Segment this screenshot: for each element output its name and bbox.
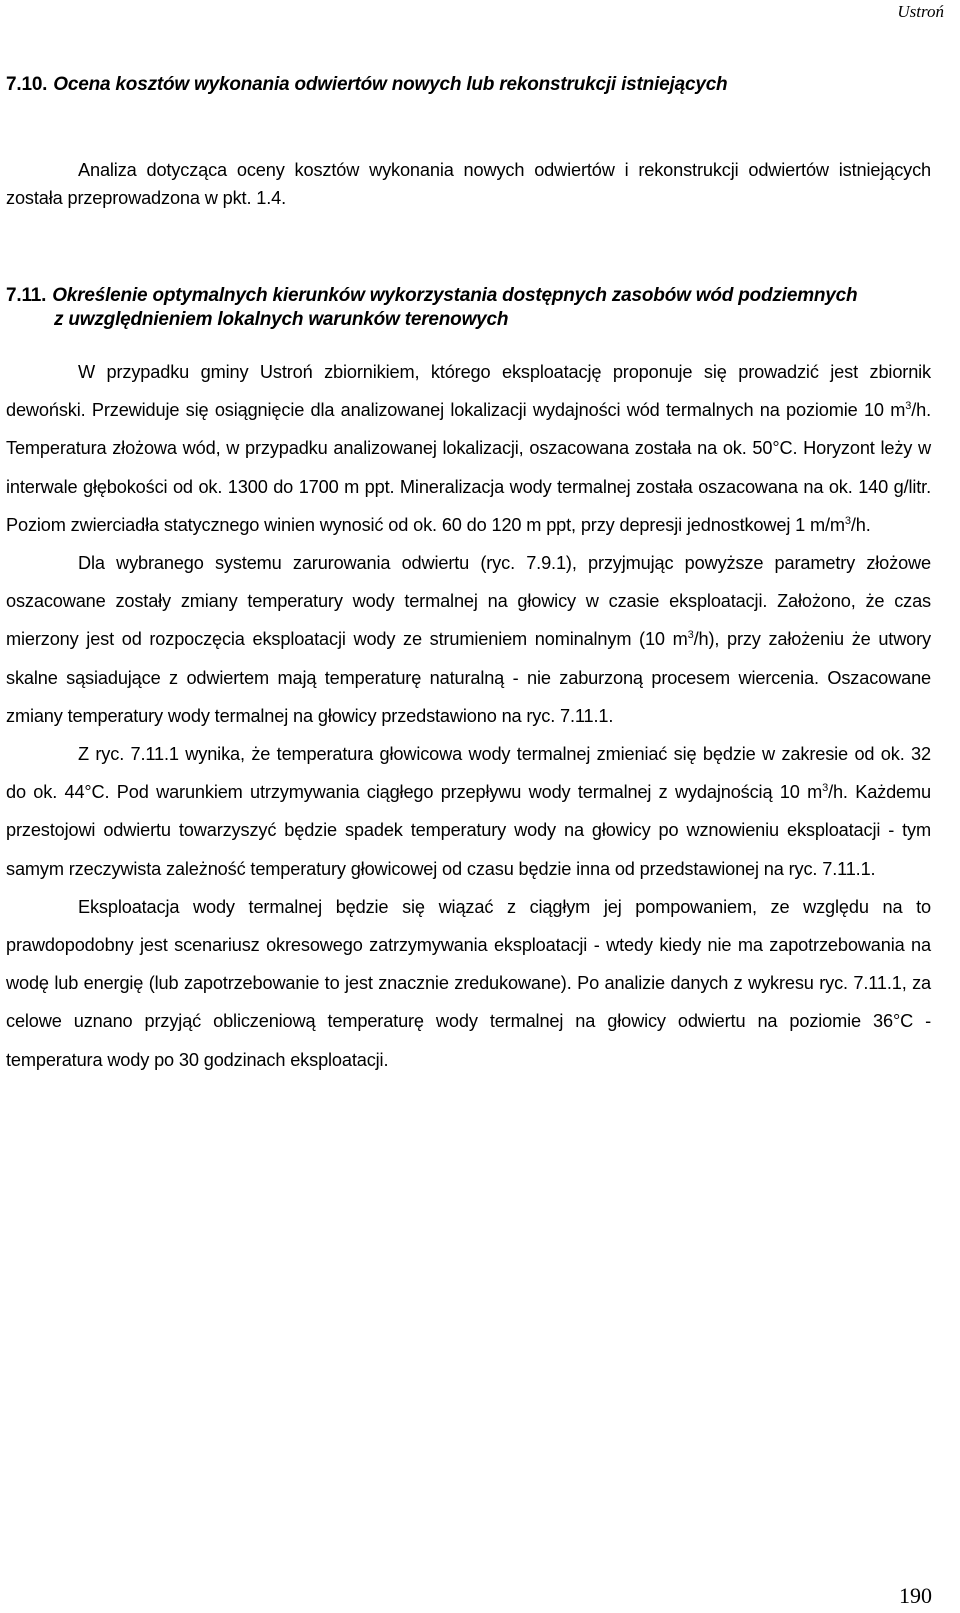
paragraph-4: Eksploatacja wody termalnej będzie się wiązać z ciągłym jej pompowaniem, ze względu na to prawdopodobny jest scenariusz okresowego zatrzymywania eksploatacji - wtedy kiedy nie ma zapotrzebowania na wodę lub energię (lub zapotrzebowanie to jest znacznie zredukowane). Po analizie danych z wykresu ryc. 7.11.1, za celowe uznano przyjąć obliczeniową temperaturę wody termalnej na głowicy odwiertu na poziomie 36°C - temperatura wody po 30 godzinach eksploatacji. — [6, 896, 931, 1070]
superscript: 3 — [822, 782, 829, 795]
section-title: Ocena kosztów wykonania odwiertów nowych lub rekonstrukcji istniejących — [53, 74, 728, 95]
section-title-line-2: z uwzględnieniem lokalnych warunków terenowych — [54, 309, 509, 330]
section-heading-7-11 — [6, 284, 940, 332]
paragraph-3 — [6, 735, 931, 888]
section-7-10-body — [6, 156, 931, 212]
running-header: Ustroń — [897, 2, 944, 21]
text-run: /h. Temperatura złożowa wód, w przypadku analizowanej lokalizacji, oszacowana została na ok. 50°C. Horyzont leży w interwale głębokości od ok. 1300 do 1700 m ppt. Mineralizacja wody termalnej została oszacowana na ok. 140 g/litr. Poziom zwierciadła statycznego winien wynosić od ok. 60 do 120 m ppt, przy depresji jednostkowej 1 m/m — [6, 400, 931, 535]
superscript: 3 — [844, 514, 851, 527]
text-run: /h. Każdemu przestojowi odwiertu towarzyszyć będzie spadek temperatury wody na głowicy po wznowieniu eksploatacji - tym samym rzeczywista zależność temperatury głowicowej od czasu będzie inna od przedstawionej na ryc. 7.11.1. — [6, 782, 931, 879]
section-heading-7-10 — [6, 73, 940, 97]
superscript: 3 — [905, 400, 912, 413]
superscript: 3 — [687, 629, 694, 642]
text-run: /h), przy założeniu że utwory skalne sąsiadujące z odwiertem mają temperaturę naturalną - nie zaburzoną procesem wiercenia. Oszacowane zmiany temperatury wody termalnej na głowicy przedstawiono na ryc. 7.11.1. — [6, 629, 931, 726]
paragraph: Analiza dotycząca oceny kosztów wykonania nowych odwiertów i rekonstrukcji odwiertów istniejących została przeprowadzona w pkt. 1.4. — [6, 160, 931, 208]
paragraph-1 — [6, 353, 931, 544]
section-7-11-body — [6, 353, 931, 1079]
text-run: /h. — [850, 514, 871, 535]
section-number: 7.11. — [6, 285, 47, 306]
text-run: Z ryc. 7.11.1 wynika, że temperatura głowicowa wody termalnej zmieniać się będzie w zakresie od ok. 32 do ok. 44°C. Pod warunkiem utrzymywania ciągłego przepływu wody termalnej z wydajnością 10 m — [6, 744, 931, 803]
section-title-line-1: Określenie optymalnych kierunków wykorzystania dostępnych zasobów wód podziemnych — [52, 285, 858, 306]
section-number: 7.10. — [6, 74, 48, 95]
paragraph-2 — [6, 544, 931, 735]
page-number: 190 — [899, 1583, 932, 1608]
text-run: W przypadku gminy Ustroń zbiornikiem, którego eksploatację proponuje się prowadzić jest zbiornik dewoński. Przewiduje się osiągnięcie dla analizowanej lokalizacji wydajności wód termalnych na poziomie 10 m — [6, 362, 931, 421]
text-run: Dla wybranego systemu zarurowania odwiertu (ryc. 7.9.1), przyjmując powyższe parametry złożowe oszacowane zostały zmiany temperatury wody termalnej na głowicy w czasie eksploatacji. Założono, że czas mierzony jest od rozpoczęcia eksploatacji wody ze strumieniem nominalnym (10 m — [6, 553, 931, 650]
